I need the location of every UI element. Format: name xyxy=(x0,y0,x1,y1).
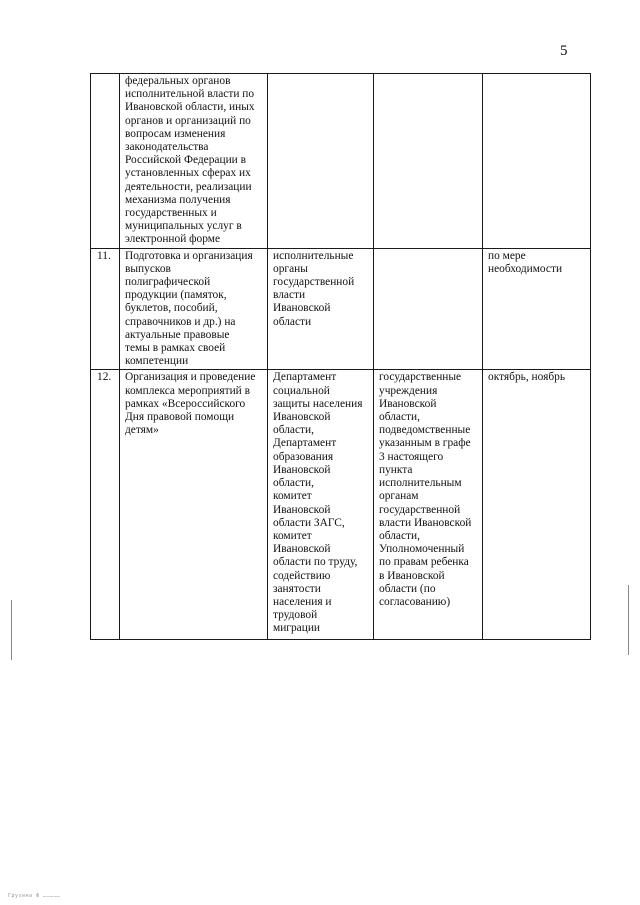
cell-text-line: по мере xyxy=(488,249,526,262)
cell-text-line: Ивановской xyxy=(273,302,331,315)
cell-text-line: государственные xyxy=(379,371,462,384)
row-number-cell: 12. xyxy=(91,370,120,640)
cell-text-line: области ЗАГС, xyxy=(273,516,345,529)
scan-footer-mark: Грузина Ф …………… xyxy=(8,893,61,899)
participants-cell xyxy=(374,248,483,370)
cell-text-line: в Ивановской xyxy=(379,569,445,582)
cell-text-line: образования xyxy=(273,450,334,463)
cell-text-line: занятости xyxy=(273,582,321,595)
cell-text-line: выпусков xyxy=(125,262,171,275)
cell-text-line: Ивановской xyxy=(273,543,331,556)
cell-text-line: октябрь, ноябрь xyxy=(488,371,566,384)
cell-text-line: установленных сферах их xyxy=(125,167,251,180)
cell-text-line: необходимости xyxy=(488,262,563,275)
cell-text-line: Департамент xyxy=(273,371,337,384)
cell-text-line: населения и xyxy=(273,595,332,608)
table-row xyxy=(91,248,591,370)
cell-text-line: области (по xyxy=(379,582,436,595)
cell-text-line: миграции xyxy=(273,622,321,635)
table-row xyxy=(91,370,591,640)
cell-text-line: темы в рамках своей xyxy=(125,342,226,355)
cell-text-line: Ивановской xyxy=(273,411,331,424)
cell-text-line: области, xyxy=(273,424,314,437)
cell-text-line: Дня правовой помощи xyxy=(125,411,235,424)
cell-text-line: электронной форме xyxy=(125,233,221,246)
cell-text-line: Подготовка и организация xyxy=(125,249,253,262)
cell-text-line: области, xyxy=(379,411,420,424)
cell-text-line: органам xyxy=(379,490,419,503)
cell-text-line: буклетов, пособий, xyxy=(125,302,218,315)
cell-text-line: пункта xyxy=(379,463,413,476)
cell-text-line: области xyxy=(273,315,312,328)
row-number-cell: 11. xyxy=(91,248,120,370)
cell-text-line: содействию xyxy=(273,569,331,582)
cell-text-line: по правам ребенка xyxy=(379,556,469,569)
executors-cell xyxy=(268,248,374,370)
cell-text-line: государственной xyxy=(273,276,355,289)
cell-text-line: полиграфической xyxy=(125,276,211,289)
cell-text-line: законодательства xyxy=(125,141,209,154)
cell-text-line: 3 настоящего xyxy=(379,450,444,463)
activity-name-cell xyxy=(120,370,268,640)
cell-text-line: муниципальных услуг в xyxy=(125,220,242,233)
cell-text-line: федеральных органов xyxy=(125,75,231,87)
cell-text-line: учреждения xyxy=(379,384,438,397)
cell-text-line: Уполномоченный xyxy=(379,543,465,556)
cell-text-line: исполнительным xyxy=(379,477,462,490)
cell-text-line: подведомственные xyxy=(379,424,471,437)
executors-cell xyxy=(268,370,374,640)
cell-text-line: Ивановской xyxy=(273,463,331,476)
scan-margin-mark-right xyxy=(628,585,629,655)
cell-text-line: государственных и xyxy=(125,207,217,220)
table-row xyxy=(91,74,591,249)
cell-text-line: деятельности, реализации xyxy=(125,180,252,193)
cell-text-line: комитет xyxy=(273,529,312,542)
cell-text-line: области по труду, xyxy=(273,556,358,569)
cell-text-line: социальной xyxy=(273,384,330,397)
cell-text-line: Российской Федерации в xyxy=(125,154,247,167)
participants-cell xyxy=(374,370,483,640)
cell-text-line: органов и организаций по xyxy=(125,114,251,127)
cell-text-line: защиты населения xyxy=(273,397,363,410)
cell-text-line: области, xyxy=(273,477,314,490)
cell-text-line: компетенции xyxy=(125,355,189,368)
cell-text-line: исполнительной власти по xyxy=(125,88,255,101)
cell-text-line: Ивановской области, иных xyxy=(125,101,255,114)
cell-text-line: власти xyxy=(273,289,306,302)
cell-text-line: власти Ивановской xyxy=(379,516,472,529)
cell-text-line: актуальные правовые xyxy=(125,328,230,341)
cell-text-line: комплекса мероприятий в xyxy=(125,384,251,397)
cell-text-line: Организация и проведение xyxy=(125,371,256,384)
page-number: 5 xyxy=(560,43,568,59)
cell-text-line: исполнительные xyxy=(273,249,354,262)
term-cell xyxy=(483,74,591,249)
activity-name-cell xyxy=(120,74,268,249)
cell-text-line: вопросам изменения xyxy=(125,127,226,140)
cell-text-line: трудовой xyxy=(273,609,318,622)
cell-text-line: Ивановской xyxy=(379,397,437,410)
cell-text-line: государственной xyxy=(379,503,461,516)
cell-text-line: комитет xyxy=(273,490,312,503)
cell-text-line: органы xyxy=(273,262,308,275)
activities-table xyxy=(90,73,591,640)
executors-cell xyxy=(268,74,374,249)
row-number-cell xyxy=(91,74,120,249)
cell-text-line: справочников и др.) на xyxy=(125,315,236,328)
participants-cell xyxy=(374,74,483,249)
cell-text-line: детям» xyxy=(125,424,159,437)
scan-margin-mark-left xyxy=(11,600,12,660)
cell-text-line: Ивановской xyxy=(273,503,331,516)
cell-text-line: согласованию) xyxy=(379,595,451,608)
term-cell xyxy=(483,248,591,370)
cell-text-line: области, xyxy=(379,529,420,542)
cell-text-line: механизма получения xyxy=(125,193,231,206)
term-cell xyxy=(483,370,591,640)
activity-name-cell xyxy=(120,248,268,370)
cell-text-line: рамках «Всероссийского xyxy=(125,397,246,410)
cell-text-line: продукции (памяток, xyxy=(125,289,227,302)
cell-text-line: указанным в графе xyxy=(379,437,471,450)
cell-text-line: Департамент xyxy=(273,437,337,450)
